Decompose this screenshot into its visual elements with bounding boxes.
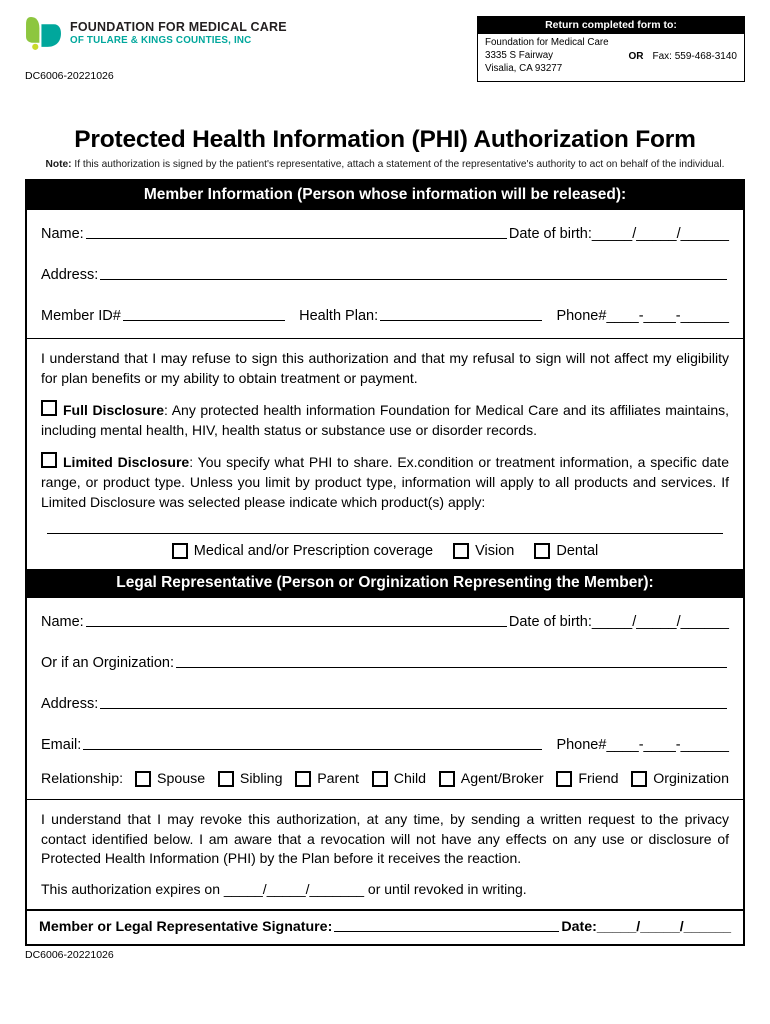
return-address-box — [477, 16, 745, 82]
member-id-label: Member ID# — [41, 308, 121, 324]
relationship-option — [439, 771, 544, 787]
checkbox-product-dental[interactable] — [534, 543, 550, 559]
relationship-row — [41, 771, 729, 787]
limited-disclosure-label: Limited Disclosure — [63, 454, 190, 471]
fax-number: Fax: 559-468-3140 — [652, 50, 737, 62]
health-plan-label: Health Plan: — [299, 308, 379, 324]
organization-label: Or if an Orginization: — [41, 655, 174, 672]
product-option — [453, 543, 514, 559]
member-dob-label: Date of birth: — [508, 226, 592, 242]
revocation-paragraph: I understand that I may revoke this authorization, at any time, by sending a written request to the privacy contact identified below. I am aware that a revocation will not have any effects on any use or disclosure of Protected Health Information (PHI) by the Plan before it receives the reaction. — [41, 811, 729, 867]
full-disclosure-label: Full Disclosure — [63, 402, 165, 419]
organization-line[interactable] — [176, 667, 727, 668]
health-plan-line[interactable] — [380, 320, 542, 321]
member-name-label: Name: — [41, 226, 84, 242]
legal-name-line[interactable] — [86, 626, 507, 627]
relationship-sibling-label: Sibling — [239, 771, 283, 788]
return-address — [485, 37, 626, 76]
relationship-child-label: Child — [393, 771, 427, 788]
legal-name-row — [41, 614, 729, 630]
checkbox-product-medical[interactable] — [172, 543, 188, 559]
signature-label: Member or Legal Representative Signature: — [39, 918, 333, 935]
page-title: Protected Health Information (PHI) Authorization Form — [74, 126, 696, 153]
checkbox-relationship-organization[interactable] — [631, 771, 647, 787]
expires-prefix: This authorization expires on — [41, 880, 224, 897]
product-option — [172, 543, 433, 559]
product-medical-label: Medical and/or Prescription coverage — [193, 543, 434, 560]
legal-dob-label: Date of birth: — [508, 614, 592, 631]
legal-phone-label: Phone# — [556, 737, 607, 754]
member-id-row — [41, 308, 729, 324]
form-code-bottom: DC6006-20221026 — [25, 948, 114, 961]
relationship-option — [295, 771, 359, 787]
legal-address-row — [41, 696, 729, 712]
email-line[interactable] — [83, 749, 542, 750]
note-line — [25, 159, 745, 170]
checkbox-full-disclosure[interactable] — [41, 400, 57, 416]
member-id-line[interactable] — [123, 320, 285, 321]
relationship-spouse-label: Spouse — [157, 771, 206, 788]
note-text: If this authorization is signed by the patient's representative, attach a statement of the representative's authority to act on behalf of the individual. — [71, 159, 725, 170]
return-address-line: 3335 S Fairway — [485, 49, 554, 61]
relationship-organization-label: Orginization — [653, 771, 729, 788]
relationship-option — [218, 771, 283, 787]
legal-address-line[interactable] — [100, 708, 727, 709]
legal-name-label: Name: — [41, 614, 84, 631]
signature-row — [27, 909, 743, 944]
checkbox-relationship-sibling[interactable] — [218, 771, 234, 787]
revocation-block — [27, 810, 743, 897]
checkbox-relationship-friend[interactable] — [556, 771, 572, 787]
member-section-header: Member Information (Person whose information will be released): — [27, 181, 743, 210]
expiration-date-blank[interactable]: _____/_____/_______ — [223, 880, 365, 897]
legal-fields — [27, 614, 743, 787]
form-code-top: DC6006-20221026 — [25, 70, 114, 82]
return-box-body — [478, 34, 744, 81]
email-row — [41, 737, 729, 753]
limited-disclosure-text: : You specify what PHI to share. Ex.condition or treatment information, a specific date range, or product type. Unless you limit by product type, information will apply to all products and services. If Limited Disclosure was selected please indicate which product(s) apply: — [41, 454, 729, 510]
relationship-option — [372, 771, 426, 787]
product-dental-label: Dental — [556, 543, 599, 560]
expiration-line — [41, 881, 729, 897]
return-box-header: Return completed form to: — [478, 17, 744, 34]
page-header — [25, 16, 745, 82]
legal-dob-blank[interactable]: _____/_____/______ — [591, 614, 729, 631]
checkbox-relationship-spouse[interactable] — [135, 771, 151, 787]
full-disclosure-option — [41, 400, 729, 440]
org-subname: OF TULARE & KINGS COUNTIES, INC — [70, 35, 252, 47]
form-box — [25, 179, 745, 946]
relationship-friend-label: Friend — [578, 771, 619, 788]
member-address-line[interactable] — [100, 279, 727, 280]
checkbox-relationship-child[interactable] — [372, 771, 388, 787]
member-address-row — [41, 267, 729, 283]
signature-line[interactable] — [334, 931, 559, 932]
member-name-row — [41, 226, 729, 242]
relationship-option — [631, 771, 729, 787]
product-options-row — [41, 543, 729, 559]
foundation-logo-icon — [25, 16, 62, 56]
or-label: OR — [628, 50, 644, 62]
member-fields — [27, 226, 743, 324]
relationship-label: Relationship: — [41, 771, 124, 788]
member-address-label: Address: — [41, 267, 99, 283]
signature-date-blank[interactable]: _____/_____/______ — [596, 918, 731, 935]
product-vision-label: Vision — [475, 543, 515, 560]
brand-block — [25, 16, 287, 82]
legal-phone-blank[interactable]: ____-____-______ — [606, 737, 729, 754]
email-label: Email: — [41, 737, 82, 754]
relationship-agent-broker-label: Agent/Broker — [460, 771, 544, 788]
limited-disclosure-detail-line[interactable] — [47, 520, 723, 534]
relationship-options — [135, 771, 729, 787]
relationship-option — [135, 771, 205, 787]
relationship-parent-label: Parent — [317, 771, 359, 788]
signature-date-label: Date: — [561, 918, 597, 935]
checkbox-limited-disclosure[interactable] — [41, 452, 57, 468]
member-phone-label: Phone# — [556, 308, 607, 324]
product-option — [534, 543, 598, 559]
organization-row — [41, 655, 729, 671]
org-name: FOUNDATION FOR MEDICAL CARE — [70, 20, 287, 34]
limited-disclosure-option — [41, 452, 729, 512]
relationship-option — [556, 771, 618, 787]
disclosure-block — [27, 349, 743, 559]
member-dob-blank[interactable]: _____/_____/______ — [591, 226, 729, 242]
return-address-line: Foundation for Medical Care — [485, 37, 609, 48]
note-label: Note: — [45, 159, 72, 170]
legal-address-label: Address: — [41, 696, 99, 713]
brand-text — [70, 16, 287, 46]
section-divider — [27, 338, 743, 339]
checkbox-relationship-parent[interactable] — [295, 771, 311, 787]
full-disclosure-text: : Any protected health information Foundation for Medical Care and its affiliates maintains, including mental health, HIV, health status or substance use or disorder records. — [41, 402, 730, 438]
member-name-line[interactable] — [86, 238, 507, 239]
legal-section-header: Legal Representative (Person or Orginization Representing the Member): — [27, 569, 743, 598]
expires-suffix: or until revoked in writing. — [364, 880, 527, 897]
refusal-paragraph: I understand that I may refuse to sign this authorization and that my refusal to sign will not affect my eligibility for plan benefits or my ability to obtain treatment or payment. — [41, 350, 729, 386]
checkbox-relationship-agent-broker[interactable] — [439, 771, 455, 787]
section-divider — [27, 799, 743, 800]
return-address-line: Visalia, CA 93277 — [485, 62, 563, 74]
checkbox-product-vision[interactable] — [453, 543, 469, 559]
member-phone-blank[interactable]: ____-____-______ — [606, 308, 729, 324]
